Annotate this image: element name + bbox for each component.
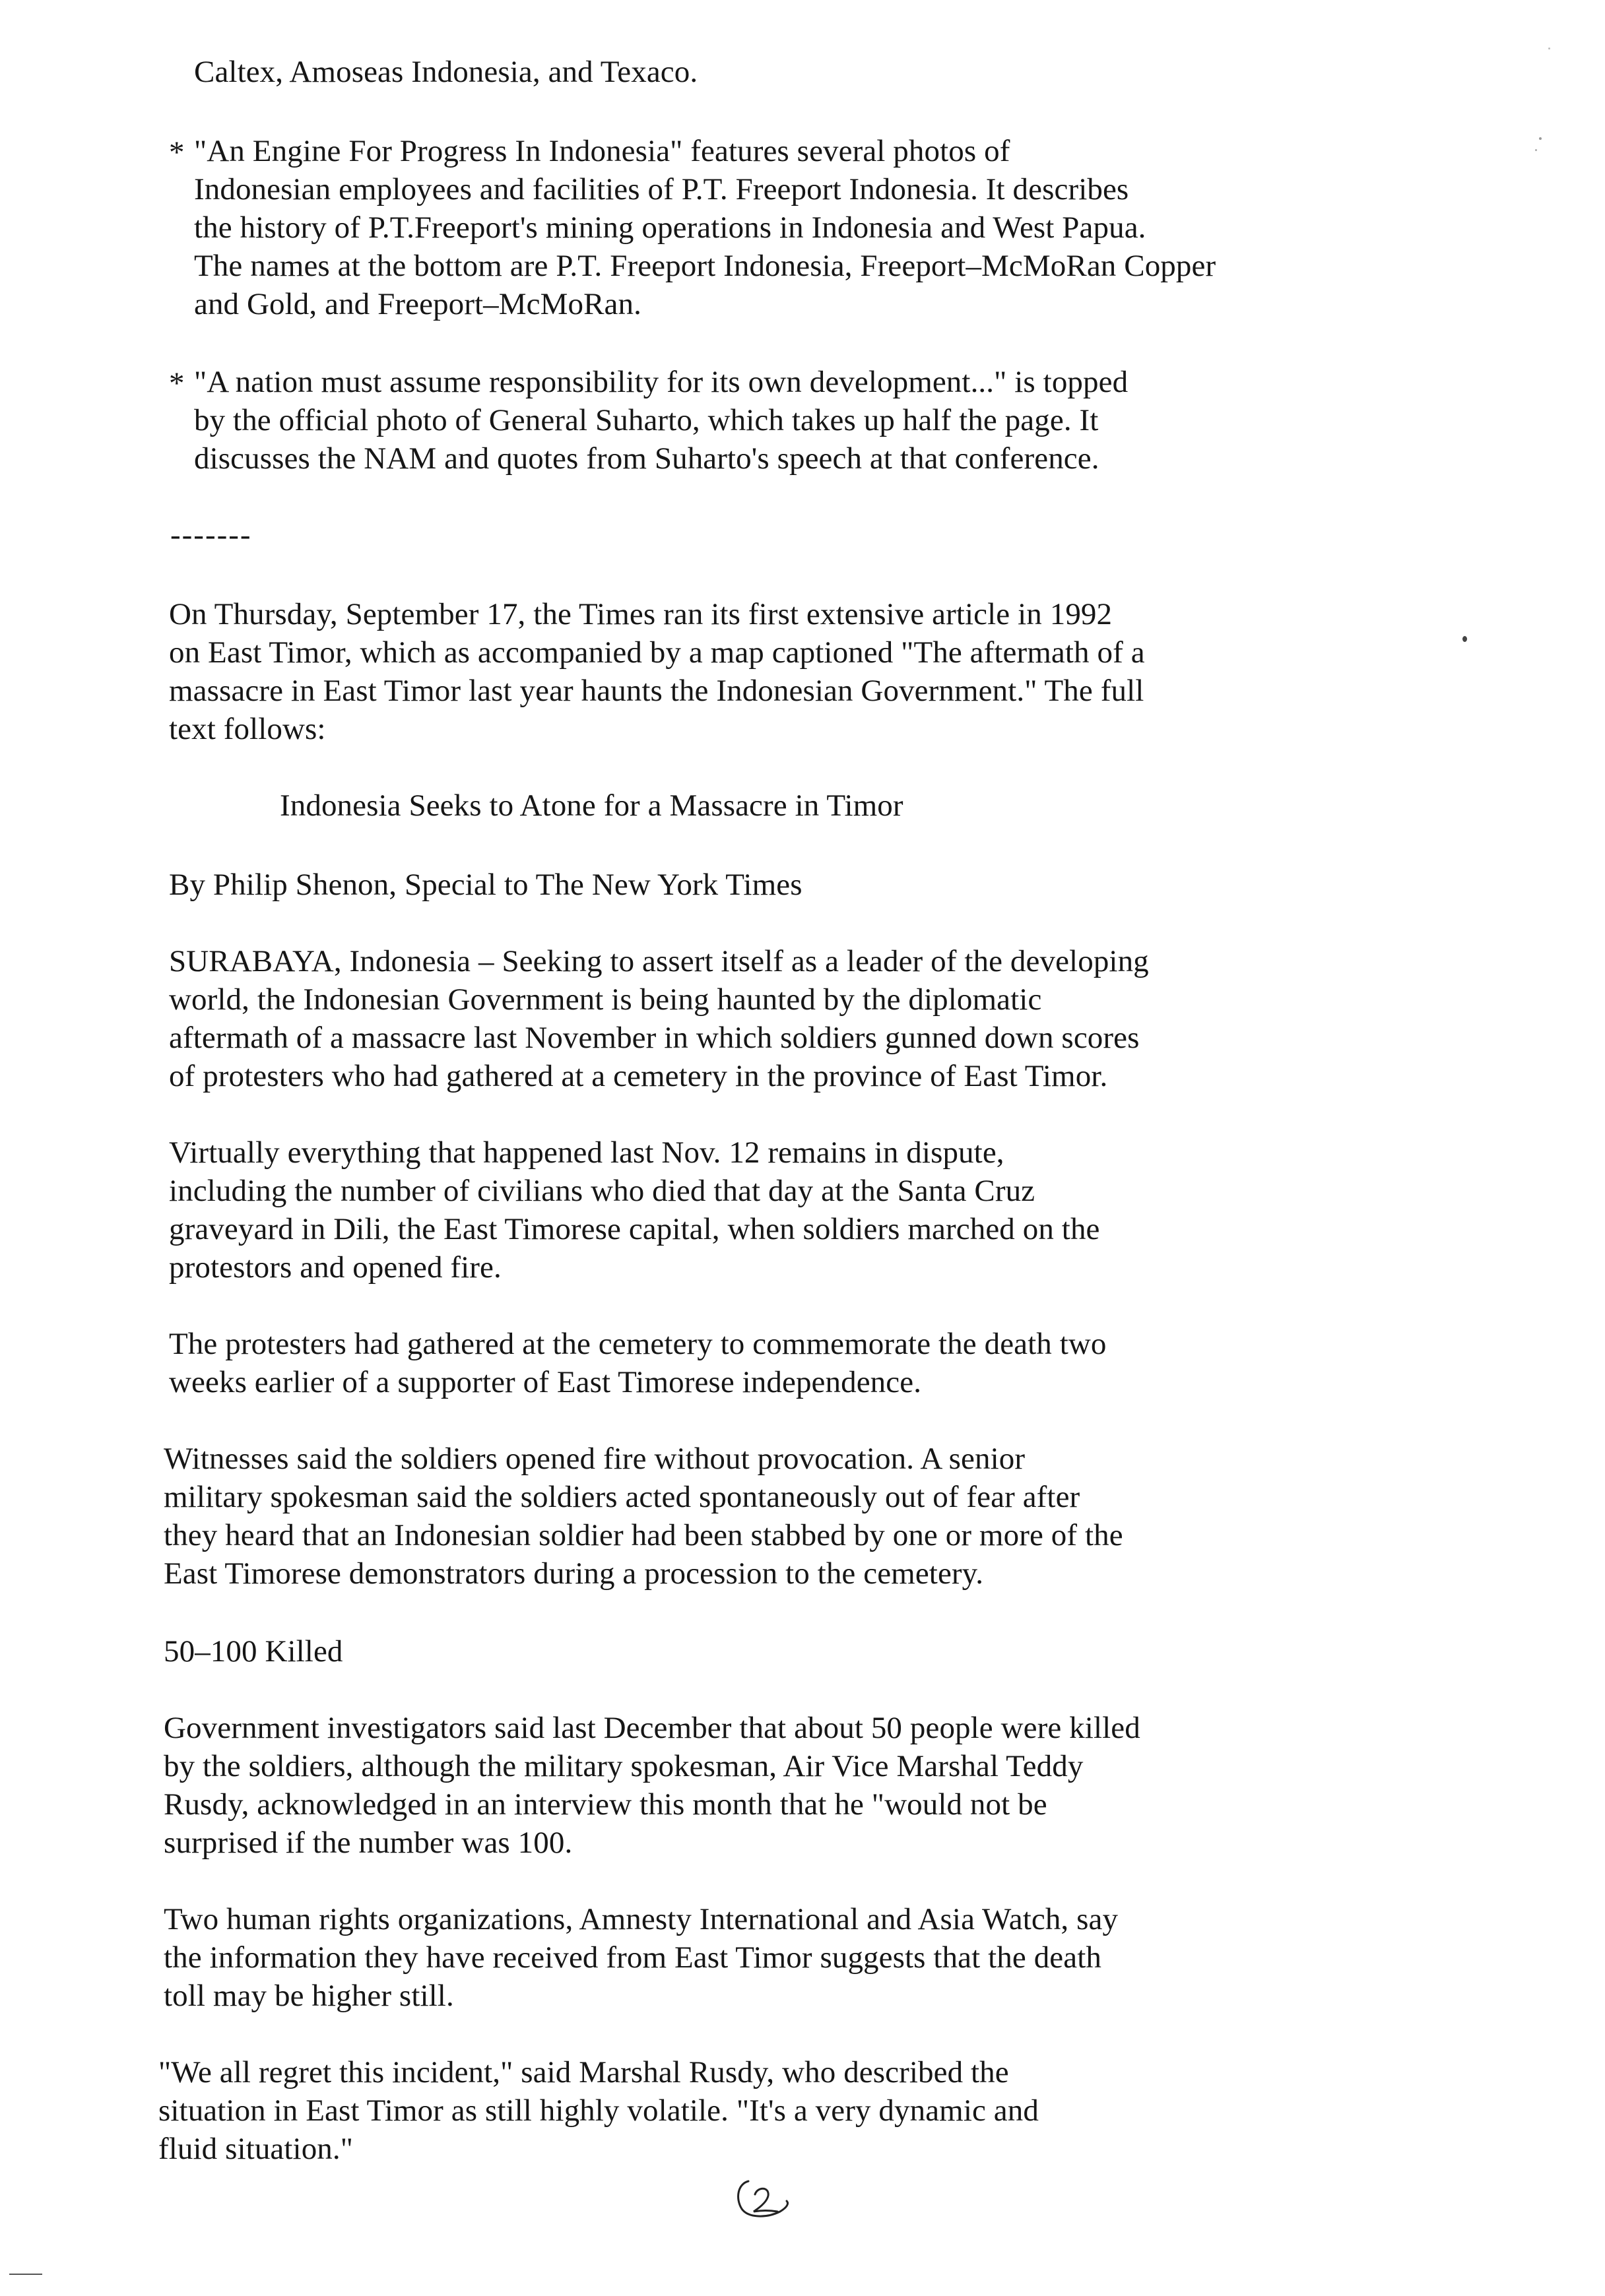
handwritten-page-number-icon (734, 2177, 795, 2219)
text-line: by the official photo of General Suharto, which takes up half the page. It (194, 403, 1099, 437)
text-line: "A nation must assume responsibility for its own development..." is topped (194, 365, 1129, 399)
text-line: aftermath of a massacre last November in which soldiers gunned down scores (169, 1021, 1140, 1055)
text-line: fluid situation." (158, 2132, 354, 2166)
text-line: The names at the bottom are P.T. Freeport Indonesia, Freeport–McMoRan Copper (194, 249, 1216, 283)
text-line: Rusdy, acknowledged in an interview this month that he "would not be (164, 1787, 1047, 1822)
scan-speck (1462, 636, 1467, 642)
text-line: Virtually everything that happened last Nov. 12 remains in dispute, (169, 1135, 1004, 1170)
text-line: military spokesman said the soldiers acted spontaneously out of fear after (164, 1480, 1080, 1514)
byline: By Philip Shenon, Special to The New York Times (169, 868, 802, 902)
text-line: world, the Indonesian Government is being haunted by the diplomatic (169, 982, 1042, 1017)
text-line: situation in East Timor as still highly volatile. "It's a very dynamic and (158, 2093, 1039, 2128)
text-line: "An Engine For Progress In Indonesia" features several photos of (194, 134, 1010, 168)
text-line: graveyard in Dili, the East Timorese capital, when soldiers marched on the (169, 1212, 1100, 1246)
text-line: by the soldiers, although the military spokesman, Air Vice Marshal Teddy (164, 1749, 1084, 1783)
subhead: 50–100 Killed (164, 1634, 343, 1669)
text-line: protestors and opened fire. (169, 1250, 502, 1285)
article-title: Indonesia Seeks to Atone for a Massacre in Timor (280, 788, 903, 823)
text-line: the history of P.T.Freeport's mining operations in Indonesia and West Papua. (194, 210, 1146, 245)
text-line: Caltex, Amoseas Indonesia, and Texaco. (194, 55, 698, 89)
text-line: The protesters had gathered at the cemetery to commemorate the death two (169, 1327, 1107, 1361)
text-line: including the number of civilians who died that day at the Santa Cruz (169, 1174, 1035, 1208)
text-line: Indonesian employees and facilities of P.T. Freeport Indonesia. It describes (194, 172, 1129, 207)
text-line: text follows: (169, 712, 326, 746)
text-line: "We all regret this incident," said Marshal Rusdy, who described the (158, 2055, 1009, 2089)
text-line: Two human rights organizations, Amnesty International and Asia Watch, say (164, 1902, 1119, 1936)
text-line: surprised if the number was 100. (164, 1826, 573, 1860)
text-line: the information they have received from East Timor suggests that the death (164, 1940, 1101, 1975)
text-line: East Timorese demonstrators during a procession to the cemetery. (164, 1556, 984, 1591)
text-line: and Gold, and Freeport–McMoRan. (194, 287, 641, 321)
text-line: Government investigators said last December that about 50 people were killed (164, 1711, 1140, 1745)
text-line: on East Timor, which as accompanied by a map captioned "The aftermath of a (169, 635, 1145, 670)
separator-dashes: ------- (170, 518, 252, 552)
text-line: massacre in East Timor last year haunts the Indonesian Government." The full (169, 674, 1144, 708)
text-line: On Thursday, September 17, the Times ran its first extensive article in 1992 (169, 597, 1113, 631)
text-line: SURABAYA, Indonesia – Seeking to assert itself as a leader of the developing (169, 944, 1149, 978)
text-line: weeks earlier of a supporter of East Timorese independence. (169, 1365, 922, 1399)
text-line: they heard that an Indonesian soldier had been stabbed by one or more of the (164, 1518, 1123, 1552)
scan-speck (1535, 149, 1537, 151)
text-line: toll may be higher still. (164, 1979, 454, 2013)
scan-speck (1539, 137, 1542, 140)
bullet-marker: * (169, 366, 185, 400)
text-line: discusses the NAM and quotes from Suharto's speech at that conference. (194, 441, 1099, 476)
text-line: Witnesses said the soldiers opened fire without provocation. A senior (164, 1442, 1026, 1476)
bullet-marker: * (169, 135, 185, 170)
scan-speck (9, 2274, 42, 2275)
text-line: of protesters who had gathered at a cemetery in the province of East Timor. (169, 1059, 1108, 1093)
scan-speck (1548, 48, 1550, 49)
